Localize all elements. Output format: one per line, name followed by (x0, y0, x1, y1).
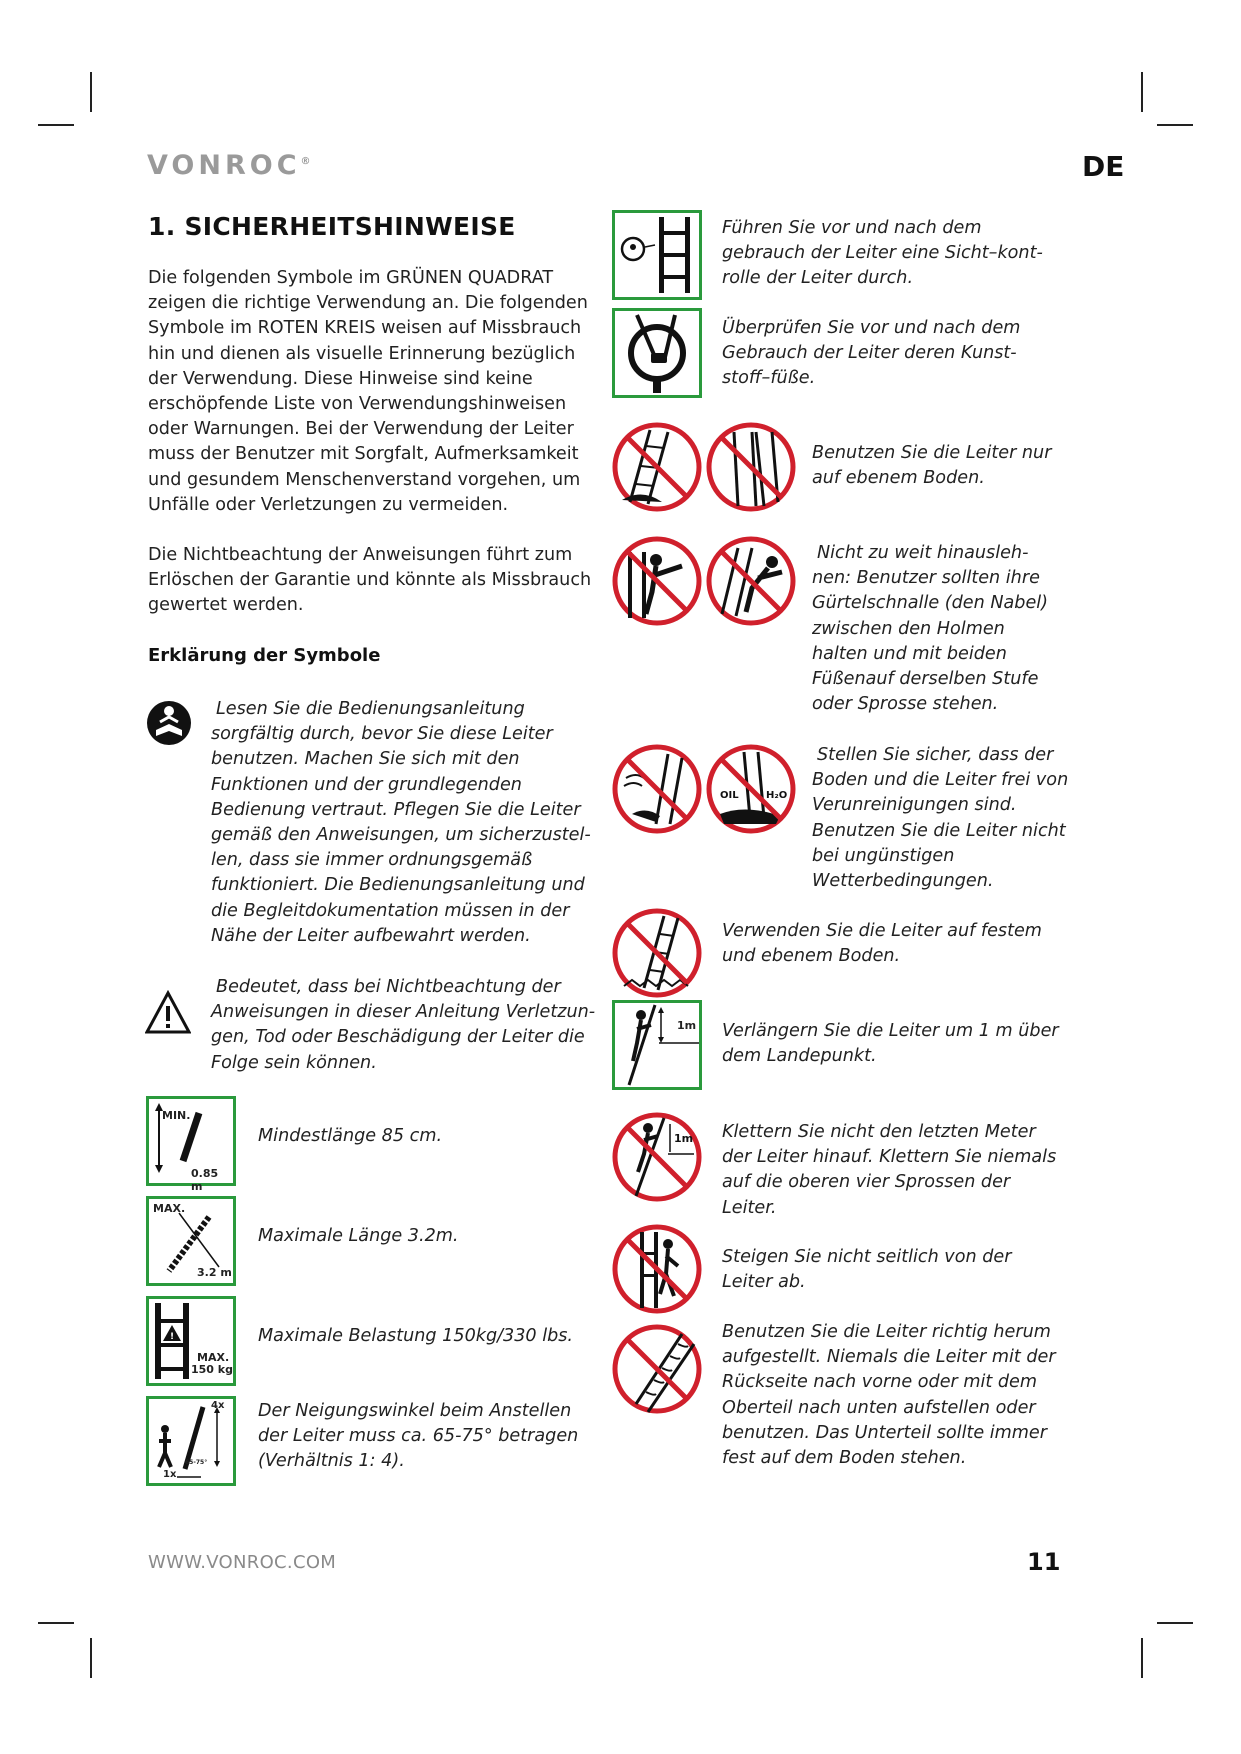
max-label: MAX. (153, 1202, 186, 1215)
side-step-icon (612, 1222, 706, 1320)
max-length-text: Maximale Länge 3.2m. (258, 1226, 459, 1246)
top-meter-text: Klettern Sie nicht den letzten Meter der Leiter hinauf. Klettern Sie niemals auf die oberen vier Sprossen der Leiter. (722, 1122, 1057, 1218)
max-value-label: 3.2 m (197, 1266, 232, 1279)
inspect-feet-icon (612, 308, 702, 398)
top-meter-1m-label: 1m (674, 1132, 694, 1145)
crop-mark (1141, 1638, 1143, 1678)
intro-text (148, 266, 608, 644)
soft-ground-icon (612, 906, 706, 1004)
water-label: H₂O (766, 790, 788, 801)
svg-text:!: ! (169, 1332, 175, 1342)
oil-label: OIL (720, 790, 739, 801)
extend-1m-text: Verlängern Sie die Leiter um 1 m über dem Landepunkt. (722, 1021, 1059, 1067)
max-length-icon (146, 1196, 236, 1286)
angle-icon (146, 1396, 236, 1486)
section-title: 1. SICHERHEITSHINWEISE (148, 212, 516, 241)
intro-paragraph: Die folgenden Symbole im GRÜNEN QUADRAT zeigen die richtige Verwendung an. Die folgenden Symbole im ROTEN KREIS weisen auf Missbrauch hin und dienen als visuelle Erinnerung bezüglich der Verwendung. Diese Hinweise sind keine erschöpfende Liste von Verwendungshinweisen oder Warnungen. Bei der Verwendung der Leiter muss der Benutzer mit Sorgfalt, Aufmerksamkeit und gesundem Menschenverstand vorgehen, um Unfälle oder Verletzungen zu vermeiden. (148, 268, 588, 515)
page-number: 11 (1027, 1548, 1061, 1576)
min-length-icon (146, 1096, 236, 1193)
website-url[interactable]: WWW.VONROC.COM (148, 1552, 337, 1573)
uneven-ground-text: Benutzen Sie die Leiter nur auf ebenem Boden. (812, 443, 1052, 489)
ratio-4x-label: 4x (211, 1400, 225, 1411)
top-meter-icon (612, 1110, 706, 1208)
max-load-icon (146, 1296, 236, 1386)
crop-mark (90, 1638, 92, 1678)
upside-down-text: Benutzen Sie die Leiter richtig herum aufgestellt. Niemals die Leiter mit der Rückseite nach vorne oder mit dem Oberteil nach unten aufstellen oder benutzen. Das Unterteil sollte immer fest auf dem Boden stehen. (722, 1322, 1056, 1469)
extend-1m-icon (612, 1000, 702, 1090)
warning-triangle-icon (145, 990, 191, 1036)
max-load-text: Maximale Belastung 150kg/330 lbs. (258, 1326, 574, 1346)
angle-text: Der Neigungswinkel beim Anstellen der Leiter muss ca. 65-75° betragen (Verhältnis 1: 4). (258, 1401, 579, 1472)
min-label: MIN. (162, 1109, 191, 1122)
contamination-text: Stellen Sie sicher, dass der Boden und die Leiter frei von Verunreinigungen sind. Benutzen Sie die Leiter nicht bei ungünstigen Wetterbedingungen. (812, 745, 1069, 892)
min-value-label: 0.85 m (191, 1167, 219, 1193)
crop-mark (1157, 124, 1193, 126)
inspect-feet-text: Überprüfen Sie vor und nach dem Gebrauch der Leiter deren Kunst-stoff–füße. (722, 318, 1021, 389)
crop-mark (1157, 1622, 1193, 1624)
load-max-label: MAX. (197, 1351, 230, 1364)
intro-paragraph: Die Nichtbeachtung der Anweisungen führt zum Erlöschen der Garantie und könnte als Missbrauch gewertet werden. (148, 545, 592, 616)
angle-range-label: 65-75° (185, 1459, 208, 1466)
soft-ground-text: Verwenden Sie die Leiter auf festem und ebenem Boden. (722, 921, 1042, 967)
load-value-label: 150 kg (191, 1363, 233, 1376)
uneven-ground-icon (612, 420, 796, 518)
warning-text: Bedeutet, dass bei Nichtbeachtung der Anweisungen in dieser Anleitung Verletzun-gen, Tod oder Beschädigung der Leiter die Folge sein können. (211, 977, 596, 1073)
crop-mark (38, 124, 74, 126)
crop-mark (1141, 72, 1143, 112)
brand-logo: VONROC® (147, 150, 311, 181)
min-length-text: Mindestlänge 85 cm. (258, 1126, 443, 1146)
language-code: DE (1082, 150, 1125, 183)
visual-check-text: Führen Sie vor und nach dem gebrauch der Leiter eine Sicht–kont-rolle der Leiter durch. (722, 218, 1043, 289)
upside-down-icon (612, 1322, 706, 1420)
read-manual-text: Lesen Sie die Bedienungsanleitung sorgfältig durch, bevor Sie diese Leiter benutzen. Machen Sie sich mit den Funktionen und der grundlegenden Bedienung vertraut. Pflegen Sie die Leiter gemäß den Anweisungen, um sicherzustel-len, dass sie immer ordnungsgemäß funktioniert. Die Bedienungsanleitung und die Begleitdokumentation müssen in der Nähe der Leiter aufbewahrt werden. (211, 699, 591, 946)
crop-mark (90, 72, 92, 112)
symbols-heading: Erklärung der Symbole (148, 645, 381, 666)
read-manual-icon (146, 700, 192, 746)
visual-check-icon (612, 210, 702, 300)
side-step-text: Steigen Sie nicht seitlich von der Leiter ab. (722, 1247, 1012, 1293)
overreach-icon (612, 534, 796, 632)
ratio-1x-label: 1x (163, 1469, 177, 1480)
crop-mark (38, 1622, 74, 1624)
extend-1m-label: 1m (677, 1019, 697, 1032)
contamination-icon (612, 742, 796, 840)
overreach-text: Nicht zu weit hinausleh-nen: Benutzer sollten ihre Gürtelschnalle (den Nabel) zwischen den Holmen halten und mit beiden Füßenauf derselben Stufe oder Sprosse stehen. (812, 543, 1049, 715)
